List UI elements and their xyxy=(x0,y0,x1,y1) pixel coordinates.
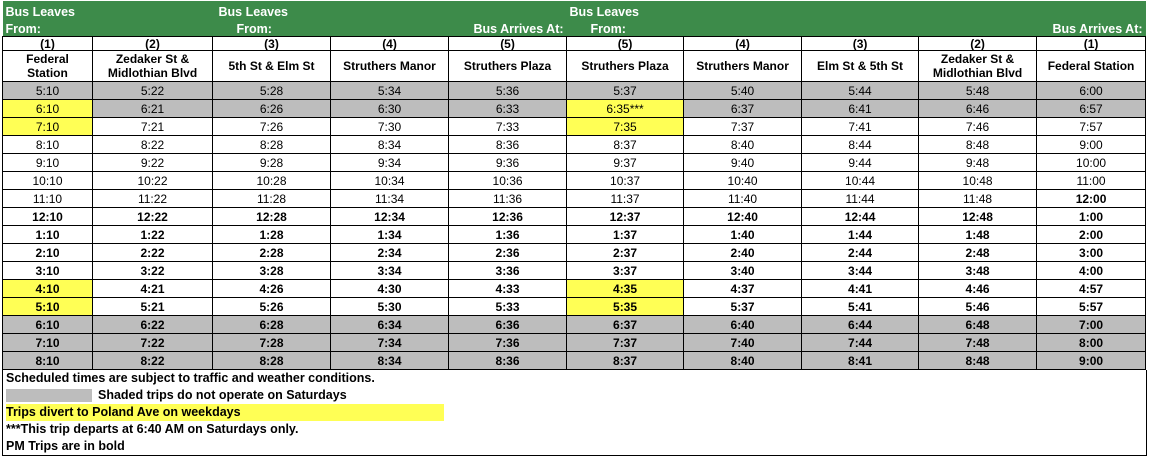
time-cell: 9:36 xyxy=(449,154,567,172)
time-cell: 5:10 xyxy=(3,298,93,316)
time-cell: 7:44 xyxy=(802,334,919,352)
stop-number-cell: (1) xyxy=(1037,37,1146,51)
time-cell: 6:34 xyxy=(331,316,449,334)
time-cell: 9:48 xyxy=(919,154,1037,172)
time-cell: 11:34 xyxy=(331,190,449,208)
time-cell: 6:00 xyxy=(1037,82,1146,100)
time-cell: 5:35 xyxy=(567,298,684,316)
time-cell: 7:40 xyxy=(684,334,802,352)
time-cell: 5:46 xyxy=(919,298,1037,316)
time-cell: 8:40 xyxy=(684,352,802,370)
time-cell: 10:10 xyxy=(3,172,93,190)
time-cell: 8:41 xyxy=(802,352,919,370)
time-cell: 7:36 xyxy=(449,334,567,352)
time-cell: 6:21 xyxy=(93,100,213,118)
note-shaded-text: Shaded trips do not operate on Saturdays xyxy=(98,388,347,402)
time-cell: 8:40 xyxy=(684,136,802,154)
time-cell: 4:37 xyxy=(684,280,802,298)
time-cell: 1:40 xyxy=(684,226,802,244)
time-cell: 5:37 xyxy=(567,82,684,100)
gray-swatch xyxy=(6,389,92,402)
time-cell: 11:10 xyxy=(3,190,93,208)
trip-row xyxy=(3,244,1146,262)
time-cell: 12:28 xyxy=(213,208,331,226)
header-row-2 xyxy=(3,19,1146,37)
time-cell: 5:21 xyxy=(93,298,213,316)
stop-number-cell: (5) xyxy=(449,37,567,51)
time-cell: 11:37 xyxy=(567,190,684,208)
time-cell: 9:44 xyxy=(802,154,919,172)
time-cell: 2:22 xyxy=(93,244,213,262)
trip-row xyxy=(3,100,1146,118)
trip-row xyxy=(3,190,1146,208)
trip-row xyxy=(3,82,1146,100)
trip-row xyxy=(3,352,1146,370)
time-cell: 11:40 xyxy=(684,190,802,208)
time-cell: 9:40 xyxy=(684,154,802,172)
stop-name-cell: 5th St & Elm St xyxy=(213,51,331,82)
time-cell: 12:36 xyxy=(449,208,567,226)
time-cell: 5:40 xyxy=(684,82,802,100)
time-cell: 3:00 xyxy=(1037,244,1146,262)
stop-name-cell: Elm St & 5th St xyxy=(802,51,919,82)
time-cell: 8:10 xyxy=(3,352,93,370)
time-cell: 8:37 xyxy=(567,136,684,154)
time-cell: 10:48 xyxy=(919,172,1037,190)
time-cell: 9:22 xyxy=(93,154,213,172)
stop-name-row xyxy=(3,51,1146,82)
time-cell: 7:34 xyxy=(331,334,449,352)
time-cell: 2:40 xyxy=(684,244,802,262)
time-cell: 4:35 xyxy=(567,280,684,298)
header-cell xyxy=(919,1,1146,19)
time-cell: 11:36 xyxy=(449,190,567,208)
header-cell: From: xyxy=(567,19,919,37)
notes-box xyxy=(2,370,1147,456)
header-cell: From: xyxy=(3,19,213,37)
time-cell: 12:34 xyxy=(331,208,449,226)
bus-schedule xyxy=(2,1,1145,456)
time-cell: 6:46 xyxy=(919,100,1037,118)
time-cell: 7:35 xyxy=(567,118,684,136)
note-divert xyxy=(3,404,1146,421)
time-cell: 6:22 xyxy=(93,316,213,334)
time-cell: 5:37 xyxy=(684,298,802,316)
time-cell: 1:36 xyxy=(449,226,567,244)
time-cell: 5:28 xyxy=(213,82,331,100)
stop-name-cell: Struthers Manor xyxy=(684,51,802,82)
time-cell: 11:48 xyxy=(919,190,1037,208)
time-cell: 12:10 xyxy=(3,208,93,226)
trip-row xyxy=(3,262,1146,280)
note-divert-text: Trips divert to Poland Ave on weekdays xyxy=(6,404,444,421)
stop-name-cell: Struthers Manor xyxy=(331,51,449,82)
time-cell: 3:44 xyxy=(802,262,919,280)
time-cell: 3:40 xyxy=(684,262,802,280)
time-cell: 1:00 xyxy=(1037,208,1146,226)
time-cell: 12:22 xyxy=(93,208,213,226)
time-cell: 6:26 xyxy=(213,100,331,118)
time-cell: 8:22 xyxy=(93,352,213,370)
time-cell: 2:00 xyxy=(1037,226,1146,244)
time-cell: 11:22 xyxy=(93,190,213,208)
time-cell: 1:44 xyxy=(802,226,919,244)
time-cell: 5:34 xyxy=(331,82,449,100)
time-cell: 10:36 xyxy=(449,172,567,190)
time-cell: 5:22 xyxy=(93,82,213,100)
time-cell: 3:10 xyxy=(3,262,93,280)
time-cell: 8:34 xyxy=(331,136,449,154)
header-cell: Bus Leaves xyxy=(213,1,449,19)
time-cell: 10:22 xyxy=(93,172,213,190)
stop-name-cell: Zedaker St & Midlothian Blvd xyxy=(919,51,1037,82)
time-cell: 10:37 xyxy=(567,172,684,190)
time-cell: 7:37 xyxy=(684,118,802,136)
time-cell: 4:21 xyxy=(93,280,213,298)
time-cell: 11:44 xyxy=(802,190,919,208)
time-cell: 7:00 xyxy=(1037,316,1146,334)
time-cell: 8:00 xyxy=(1037,334,1146,352)
time-cell: 2:48 xyxy=(919,244,1037,262)
stop-name-cell: Struthers Plaza xyxy=(449,51,567,82)
time-cell: 6:44 xyxy=(802,316,919,334)
time-cell: 8:48 xyxy=(919,352,1037,370)
time-cell: 2:37 xyxy=(567,244,684,262)
stop-name-cell: Zedaker St & Midlothian Blvd xyxy=(93,51,213,82)
time-cell: 1:28 xyxy=(213,226,331,244)
time-cell: 8:28 xyxy=(213,136,331,154)
time-cell: 4:33 xyxy=(449,280,567,298)
time-cell: 12:00 xyxy=(1037,190,1146,208)
header-cell: Bus Arrives At: xyxy=(449,19,567,37)
stop-number-cell: (1) xyxy=(3,37,93,51)
time-cell: 8:22 xyxy=(93,136,213,154)
time-cell: 11:00 xyxy=(1037,172,1146,190)
time-cell: 2:34 xyxy=(331,244,449,262)
time-cell: 6:57 xyxy=(1037,100,1146,118)
time-cell: 9:37 xyxy=(567,154,684,172)
time-cell: 2:28 xyxy=(213,244,331,262)
time-cell: 9:28 xyxy=(213,154,331,172)
time-cell: 9:34 xyxy=(331,154,449,172)
time-cell: 6:36 xyxy=(449,316,567,334)
time-cell: 2:36 xyxy=(449,244,567,262)
time-cell: 7:28 xyxy=(213,334,331,352)
stop-number-cell: (3) xyxy=(802,37,919,51)
header-cell: From: xyxy=(213,19,449,37)
time-cell: 3:28 xyxy=(213,262,331,280)
time-cell: 5:10 xyxy=(3,82,93,100)
time-cell: 6:10 xyxy=(3,100,93,118)
trip-row xyxy=(3,334,1146,352)
stop-number-cell: (4) xyxy=(331,37,449,51)
time-cell: 3:22 xyxy=(93,262,213,280)
stop-number-cell: (2) xyxy=(919,37,1037,51)
time-cell: 8:36 xyxy=(449,352,567,370)
time-cell: 7:22 xyxy=(93,334,213,352)
stop-number-cell: (2) xyxy=(93,37,213,51)
time-cell: 5:44 xyxy=(802,82,919,100)
time-cell: 1:22 xyxy=(93,226,213,244)
time-cell: 4:26 xyxy=(213,280,331,298)
time-cell: 10:00 xyxy=(1037,154,1146,172)
time-cell: 6:37 xyxy=(684,100,802,118)
time-cell: 1:37 xyxy=(567,226,684,244)
time-cell: 10:28 xyxy=(213,172,331,190)
time-cell: 7:10 xyxy=(3,118,93,136)
trip-row xyxy=(3,280,1146,298)
time-cell: 7:26 xyxy=(213,118,331,136)
time-cell: 10:44 xyxy=(802,172,919,190)
time-cell: 7:57 xyxy=(1037,118,1146,136)
schedule-table xyxy=(2,1,1146,370)
time-cell: 7:21 xyxy=(93,118,213,136)
trip-row xyxy=(3,316,1146,334)
time-cell: 5:48 xyxy=(919,82,1037,100)
header-cell: Bus Leaves xyxy=(567,1,919,19)
time-cell: 7:48 xyxy=(919,334,1037,352)
trip-row xyxy=(3,208,1146,226)
time-cell: 7:46 xyxy=(919,118,1037,136)
time-cell: 9:10 xyxy=(3,154,93,172)
time-cell: 8:36 xyxy=(449,136,567,154)
time-cell: 4:41 xyxy=(802,280,919,298)
trip-row xyxy=(3,226,1146,244)
time-cell: 6:28 xyxy=(213,316,331,334)
time-cell: 8:37 xyxy=(567,352,684,370)
time-cell: 4:57 xyxy=(1037,280,1146,298)
header-cell: Bus Arrives At: xyxy=(919,19,1146,37)
header-cell: Bus Leaves xyxy=(3,1,213,19)
time-cell: 12:37 xyxy=(567,208,684,226)
time-cell: 6:35*** xyxy=(567,100,684,118)
time-cell: 5:30 xyxy=(331,298,449,316)
note-conditions: Scheduled times are subject to traffic and weather conditions. xyxy=(6,371,375,385)
stop-number-row xyxy=(3,37,1146,51)
trip-row xyxy=(3,172,1146,190)
header-row-1 xyxy=(3,1,1146,19)
time-cell: 12:48 xyxy=(919,208,1037,226)
time-cell: 5:26 xyxy=(213,298,331,316)
time-cell: 6:30 xyxy=(331,100,449,118)
time-cell: 6:48 xyxy=(919,316,1037,334)
time-cell: 8:34 xyxy=(331,352,449,370)
trip-row xyxy=(3,154,1146,172)
time-cell: 3:36 xyxy=(449,262,567,280)
time-cell: 7:10 xyxy=(3,334,93,352)
time-cell: 3:48 xyxy=(919,262,1037,280)
time-cell: 9:00 xyxy=(1037,352,1146,370)
time-cell: 6:37 xyxy=(567,316,684,334)
stop-number-cell: (5) xyxy=(567,37,684,51)
trip-row xyxy=(3,298,1146,316)
time-cell: 10:40 xyxy=(684,172,802,190)
time-cell: 4:00 xyxy=(1037,262,1146,280)
note-shaded xyxy=(3,387,1146,404)
stop-name-cell: Struthers Plaza xyxy=(567,51,684,82)
time-cell: 6:33 xyxy=(449,100,567,118)
time-cell: 7:30 xyxy=(331,118,449,136)
time-cell: 6:41 xyxy=(802,100,919,118)
stop-name-cell: Federal Station xyxy=(1037,51,1146,82)
time-cell: 6:10 xyxy=(3,316,93,334)
time-cell: 10:34 xyxy=(331,172,449,190)
trip-row xyxy=(3,118,1146,136)
time-cell: 9:00 xyxy=(1037,136,1146,154)
time-cell: 4:30 xyxy=(331,280,449,298)
time-cell: 8:28 xyxy=(213,352,331,370)
stop-name-cell: Federal Station xyxy=(3,51,93,82)
header-cell xyxy=(449,1,567,19)
stop-number-cell: (3) xyxy=(213,37,331,51)
time-cell: 4:10 xyxy=(3,280,93,298)
time-cell: 5:41 xyxy=(802,298,919,316)
time-cell: 2:10 xyxy=(3,244,93,262)
time-cell: 5:57 xyxy=(1037,298,1146,316)
time-cell: 6:40 xyxy=(684,316,802,334)
time-cell: 12:44 xyxy=(802,208,919,226)
time-cell: 8:10 xyxy=(3,136,93,154)
time-cell: 7:37 xyxy=(567,334,684,352)
note-pm-bold: PM Trips are in bold xyxy=(6,439,125,453)
time-cell: 7:41 xyxy=(802,118,919,136)
time-cell: 8:44 xyxy=(802,136,919,154)
time-cell: 1:34 xyxy=(331,226,449,244)
time-cell: 12:40 xyxy=(684,208,802,226)
time-cell: 4:46 xyxy=(919,280,1037,298)
time-cell: 7:33 xyxy=(449,118,567,136)
time-cell: 3:34 xyxy=(331,262,449,280)
stop-number-cell: (4) xyxy=(684,37,802,51)
time-cell: 8:48 xyxy=(919,136,1037,154)
time-cell: 5:36 xyxy=(449,82,567,100)
time-cell: 11:28 xyxy=(213,190,331,208)
time-cell: 3:37 xyxy=(567,262,684,280)
time-cell: 1:10 xyxy=(3,226,93,244)
note-saturday: ***This trip departs at 6:40 AM on Saturdays only. xyxy=(6,422,299,436)
time-cell: 2:44 xyxy=(802,244,919,262)
time-cell: 1:48 xyxy=(919,226,1037,244)
time-cell: 5:33 xyxy=(449,298,567,316)
trip-row xyxy=(3,136,1146,154)
